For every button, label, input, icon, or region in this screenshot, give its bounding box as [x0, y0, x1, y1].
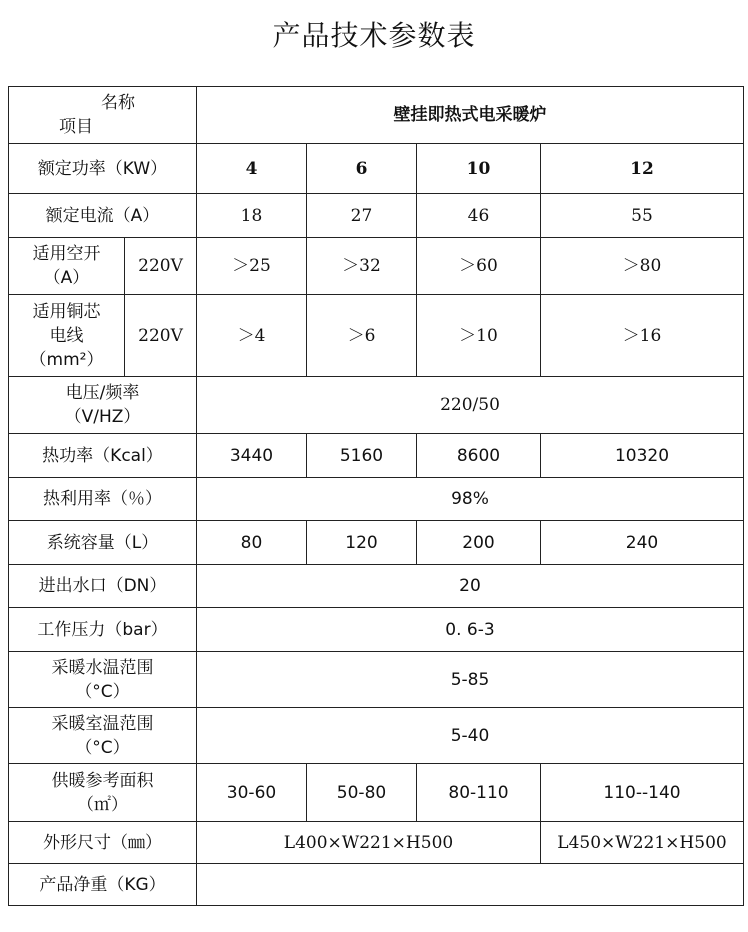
- cell-value: 10: [417, 144, 541, 194]
- cell-value: 80-110: [417, 764, 541, 822]
- cell-value: L400×W221×H500: [197, 822, 541, 864]
- row-label: 采暖室温范围 （°C）: [9, 708, 197, 764]
- cell-value: 27: [307, 194, 417, 238]
- row-label: 产品净重（KG）: [9, 864, 197, 906]
- cell-value: ＞80: [541, 238, 744, 295]
- cell-value: ＞32: [307, 238, 417, 295]
- cell-value: 5160: [307, 434, 417, 478]
- cell-value: ＞25: [197, 238, 307, 295]
- cell-value: 98%: [197, 478, 744, 521]
- cell-value: ＞60: [417, 238, 541, 295]
- table-row: [9, 764, 744, 822]
- cell-value: 55: [541, 194, 744, 238]
- row-label: 电压/频率 （V/HZ）: [9, 377, 197, 434]
- row-label: 外形尺寸（㎜）: [9, 822, 197, 864]
- cell-value: 6: [307, 144, 417, 194]
- table-row: [9, 708, 744, 764]
- cell-value: 220/50: [197, 377, 744, 434]
- cell-value: ＞10: [417, 295, 541, 377]
- row-label: 采暖水温范围 （°C）: [9, 652, 197, 708]
- cell-value: 30-60: [197, 764, 307, 822]
- cell-value: 80: [197, 521, 307, 565]
- row-label: 热功率（Kcal）: [9, 434, 197, 478]
- cell-value: 200: [417, 521, 541, 565]
- table-row: [9, 652, 744, 708]
- product-name: 壁挂即热式电采暖炉: [197, 87, 744, 144]
- cell-value: 5-85: [197, 652, 744, 708]
- name-label: 名称: [101, 93, 135, 113]
- cell-value: 0. 6-3: [197, 608, 744, 652]
- cell-value: 5-40: [197, 708, 744, 764]
- cell-value: 12: [541, 144, 744, 194]
- table-row: [9, 822, 744, 864]
- table-row: [9, 238, 744, 295]
- cell-value: 46: [417, 194, 541, 238]
- cell-value: 110--140: [541, 764, 744, 822]
- table-row: [9, 87, 744, 144]
- cell-value: ＞4: [197, 295, 307, 377]
- row-label: 供暖参考面积 （㎡）: [9, 764, 197, 822]
- row-label: 适用空开 （A）: [9, 238, 125, 295]
- table-row: [9, 565, 744, 608]
- cell-value: 8600: [417, 434, 541, 478]
- row-label: 工作压力（bar）: [9, 608, 197, 652]
- cell-value: 240: [541, 521, 744, 565]
- cell-value: 20: [197, 565, 744, 608]
- voltage-cell: 220V: [125, 295, 197, 377]
- voltage-cell: 220V: [125, 238, 197, 295]
- row-label: 热利用率（％）: [9, 478, 197, 521]
- table-row: [9, 608, 744, 652]
- row-label: 额定电流（A）: [9, 194, 197, 238]
- table-row: [9, 295, 744, 377]
- cell-value: ＞6: [307, 295, 417, 377]
- spec-table: [8, 86, 744, 906]
- table-row: [9, 144, 744, 194]
- cell-value: 4: [197, 144, 307, 194]
- row-label: 额定功率（KW）: [9, 144, 197, 194]
- cell-value: 18: [197, 194, 307, 238]
- cell-value: 3440: [197, 434, 307, 478]
- table-row: [9, 194, 744, 238]
- row-label: 系统容量（L）: [9, 521, 197, 565]
- cell-value: L450×W221×H500: [541, 822, 744, 864]
- cell-value: 50-80: [307, 764, 417, 822]
- item-label: 项目: [59, 117, 93, 137]
- table-row: [9, 521, 744, 565]
- cell-value: [197, 864, 744, 906]
- table-row: [9, 434, 744, 478]
- table-row: [9, 478, 744, 521]
- table-row: [9, 864, 744, 906]
- row-label: 进出水口（DN）: [9, 565, 197, 608]
- header-corner-cell: [9, 87, 197, 144]
- page-title: 产品技术参数表: [272, 19, 476, 52]
- cell-value: 10320: [541, 434, 744, 478]
- row-label: 适用铜芯 电线 （mm²）: [9, 295, 125, 377]
- cell-value: 120: [307, 521, 417, 565]
- cell-value: ＞16: [541, 295, 744, 377]
- table-row: [9, 377, 744, 434]
